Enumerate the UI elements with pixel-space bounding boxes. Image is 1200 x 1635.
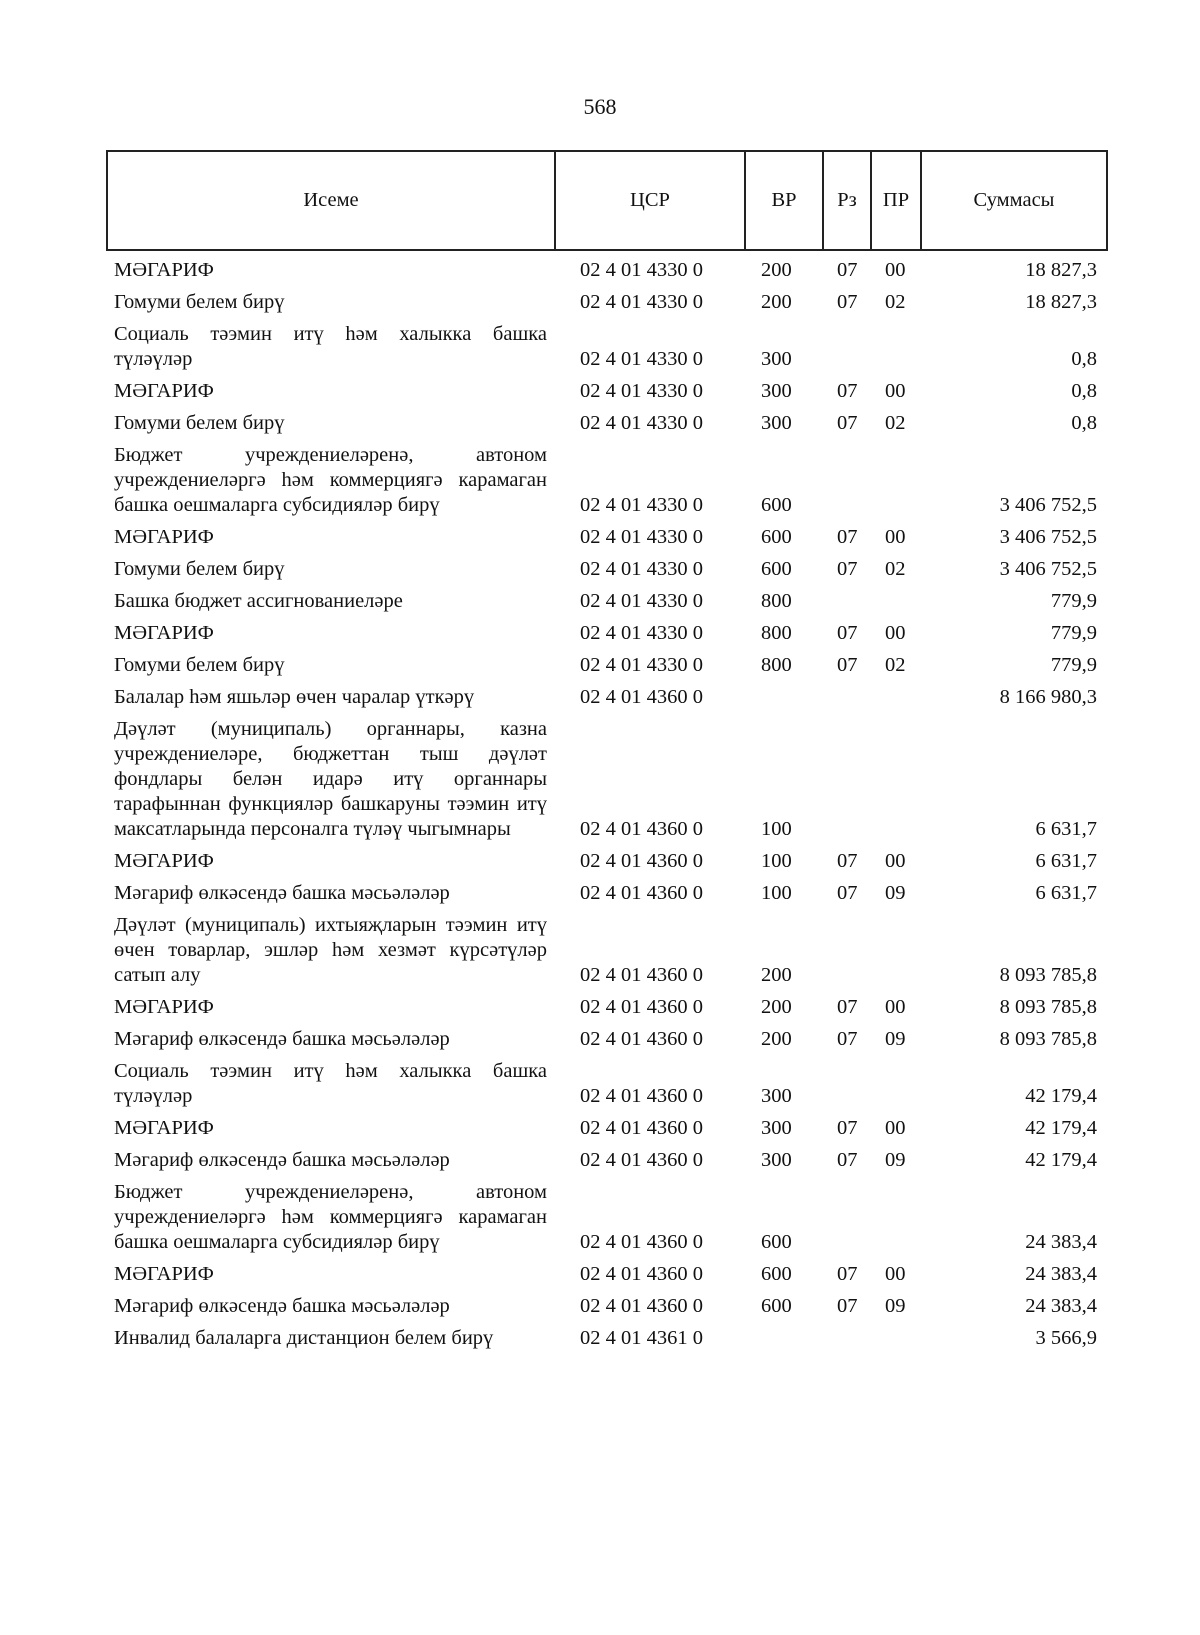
table-row — [107, 582, 1107, 614]
cell-csr: 02 4 01 4330 0 — [580, 291, 703, 313]
row-name-text: Бюджет учреждениеләренә, автоном учреждениеләргә һәм коммерциягә карамаган башка оешмаларга субсидияләр бирү — [114, 1181, 547, 1253]
cell-rz: 07 — [837, 291, 858, 313]
cell-csr: 02 4 01 4330 0 — [580, 494, 703, 516]
cell-pr — [871, 710, 921, 842]
cell-sum: 6 631,7 — [1035, 882, 1097, 904]
table-row — [107, 710, 1107, 842]
cell-vr: 100 — [761, 882, 792, 904]
cell-sum: 18 827,3 — [1025, 259, 1097, 281]
header-pr: ПР — [871, 151, 921, 250]
cell-sum: 3 406 752,5 — [999, 494, 1097, 516]
table-row — [107, 372, 1107, 404]
cell-pr: 00 — [885, 1263, 906, 1285]
header-row — [107, 151, 1107, 250]
cell-pr: 00 — [885, 526, 906, 548]
cell-vr: 300 — [761, 380, 792, 402]
cell-pr — [871, 1173, 921, 1255]
cell-name — [107, 842, 555, 874]
table-row — [107, 250, 1107, 283]
cell-sum: 779,9 — [1050, 654, 1097, 676]
budget-table-container — [106, 150, 1106, 1351]
cell-vr — [745, 1319, 823, 1351]
table-row — [107, 1141, 1107, 1173]
cell-sum: 779,9 — [1050, 622, 1097, 644]
cell-name — [107, 315, 555, 372]
table-row — [107, 1319, 1107, 1351]
cell-sum: 42 179,4 — [1025, 1149, 1097, 1171]
row-name-text: Дәүләт (муниципаль) ихтыяҗларын тәэмин итү өчен товарлар, эшләр һәм хезмәт күрсәтүләр сатып алу — [114, 914, 547, 986]
row-name-text: МӘГАРИФ — [114, 996, 214, 1018]
cell-sum: 8 093 785,8 — [999, 964, 1097, 986]
cell-rz: 07 — [837, 1117, 858, 1139]
cell-vr: 200 — [761, 1028, 792, 1050]
cell-rz — [823, 678, 871, 710]
row-name-text: Мәгариф өлкәсендә башка мәсьәләләр — [114, 1295, 450, 1317]
cell-csr: 02 4 01 4360 0 — [580, 1231, 703, 1253]
cell-vr: 300 — [761, 1149, 792, 1171]
header-sum: Суммасы — [921, 151, 1107, 250]
table-row — [107, 518, 1107, 550]
table-row — [107, 988, 1107, 1020]
table-row — [107, 678, 1107, 710]
header-rz: Рз — [823, 151, 871, 250]
cell-pr: 00 — [885, 996, 906, 1018]
cell-rz — [823, 1319, 871, 1351]
cell-sum: 0,8 — [1071, 412, 1097, 434]
header-vr: ВР — [745, 151, 823, 250]
cell-name — [107, 1020, 555, 1052]
row-name-text: МӘГАРИФ — [114, 622, 214, 644]
cell-rz — [823, 436, 871, 518]
cell-name — [107, 250, 555, 283]
cell-vr: 200 — [761, 996, 792, 1018]
cell-sum: 24 383,4 — [1025, 1231, 1097, 1253]
row-name-text: МӘГАРИФ — [114, 259, 214, 281]
cell-csr: 02 4 01 4360 0 — [580, 850, 703, 872]
cell-rz — [823, 1173, 871, 1255]
table-header — [107, 151, 1107, 250]
table-row — [107, 436, 1107, 518]
cell-pr — [871, 436, 921, 518]
cell-vr: 200 — [761, 291, 792, 313]
table-row — [107, 283, 1107, 315]
cell-csr: 02 4 01 4330 0 — [580, 558, 703, 580]
cell-rz — [823, 1052, 871, 1109]
cell-name — [107, 1141, 555, 1173]
row-name-text: Балалар һәм яшьләр өчен чаралар үткәрү — [114, 686, 475, 708]
table-row — [107, 1020, 1107, 1052]
cell-vr: 300 — [761, 412, 792, 434]
row-name-text: Мәгариф өлкәсендә башка мәсьәләләр — [114, 882, 450, 904]
cell-pr: 00 — [885, 622, 906, 644]
cell-vr: 800 — [761, 654, 792, 676]
cell-csr: 02 4 01 4330 0 — [580, 412, 703, 434]
row-name-text: Мәгариф өлкәсендә башка мәсьәләләр — [114, 1149, 450, 1171]
cell-csr: 02 4 01 4360 0 — [580, 1263, 703, 1285]
cell-csr: 02 4 01 4361 0 — [580, 1327, 703, 1349]
cell-csr: 02 4 01 4330 0 — [580, 380, 703, 402]
table-body — [107, 250, 1107, 1351]
cell-rz: 07 — [837, 412, 858, 434]
cell-sum: 8 166 980,3 — [999, 686, 1097, 708]
row-name-text: МӘГАРИФ — [114, 850, 214, 872]
cell-vr: 300 — [761, 1117, 792, 1139]
row-name-text: Гомуми белем бирү — [114, 412, 285, 434]
cell-pr: 00 — [885, 259, 906, 281]
header-csr: ЦСР — [555, 151, 745, 250]
cell-pr: 00 — [885, 1117, 906, 1139]
cell-vr: 600 — [761, 1231, 792, 1253]
cell-sum: 8 093 785,8 — [999, 996, 1097, 1018]
cell-name — [107, 1287, 555, 1319]
row-name-text: Гомуми белем бирү — [114, 654, 285, 676]
cell-pr: 02 — [885, 558, 906, 580]
cell-rz: 07 — [837, 622, 858, 644]
cell-pr — [871, 1319, 921, 1351]
row-name-text: Мәгариф өлкәсендә башка мәсьәләләр — [114, 1028, 450, 1050]
row-name-text: МӘГАРИФ — [114, 526, 214, 548]
cell-vr: 600 — [761, 494, 792, 516]
row-name-text: Гомуми белем бирү — [114, 291, 285, 313]
cell-csr: 02 4 01 4330 0 — [580, 590, 703, 612]
cell-name — [107, 1109, 555, 1141]
cell-sum: 6 631,7 — [1035, 850, 1097, 872]
cell-rz: 07 — [837, 1263, 858, 1285]
cell-pr — [871, 582, 921, 614]
cell-vr: 200 — [761, 964, 792, 986]
cell-sum: 42 179,4 — [1025, 1085, 1097, 1107]
cell-csr: 02 4 01 4360 0 — [580, 1028, 703, 1050]
table-row — [107, 874, 1107, 906]
cell-sum: 0,8 — [1071, 348, 1097, 370]
cell-csr: 02 4 01 4360 0 — [580, 1117, 703, 1139]
cell-name — [107, 710, 555, 842]
header-name: Исеме — [107, 151, 555, 250]
row-name-text: Социаль тәэмин итү һәм халыкка башка түләүләр — [114, 323, 547, 370]
row-name-text: МӘГАРИФ — [114, 1263, 214, 1285]
table-row — [107, 842, 1107, 874]
cell-name — [107, 404, 555, 436]
cell-csr: 02 4 01 4330 0 — [580, 259, 703, 281]
cell-pr: 00 — [885, 380, 906, 402]
table-row — [107, 614, 1107, 646]
cell-csr: 02 4 01 4330 0 — [580, 654, 703, 676]
cell-csr: 02 4 01 4360 0 — [580, 1149, 703, 1171]
cell-pr: 09 — [885, 1149, 906, 1171]
cell-sum: 18 827,3 — [1025, 291, 1097, 313]
cell-sum: 0,8 — [1071, 380, 1097, 402]
cell-rz: 07 — [837, 654, 858, 676]
cell-name — [107, 436, 555, 518]
cell-name — [107, 646, 555, 678]
cell-vr: 100 — [761, 850, 792, 872]
cell-pr: 09 — [885, 1028, 906, 1050]
cell-csr: 02 4 01 4360 0 — [580, 964, 703, 986]
cell-csr: 02 4 01 4330 0 — [580, 348, 703, 370]
cell-name — [107, 372, 555, 404]
cell-csr: 02 4 01 4360 0 — [580, 996, 703, 1018]
row-name-text: Башка бюджет ассигнованиеләре — [114, 590, 403, 612]
cell-name — [107, 1173, 555, 1255]
cell-rz: 07 — [837, 850, 858, 872]
cell-name — [107, 906, 555, 988]
cell-pr: 02 — [885, 654, 906, 676]
cell-vr — [745, 678, 823, 710]
cell-rz — [823, 315, 871, 372]
cell-csr: 02 4 01 4330 0 — [580, 526, 703, 548]
cell-pr: 09 — [885, 1295, 906, 1317]
row-name-text: Гомуми белем бирү — [114, 558, 285, 580]
row-name-text: Бюджет учреждениеләренә, автоном учреждениеләргә һәм коммерциягә карамаган башка оешмаларга субсидияләр бирү — [114, 444, 547, 516]
cell-rz: 07 — [837, 1295, 858, 1317]
cell-name — [107, 283, 555, 315]
cell-name — [107, 1319, 555, 1351]
cell-rz: 07 — [837, 526, 858, 548]
budget-table — [106, 150, 1108, 1351]
table-row — [107, 1255, 1107, 1287]
row-name-text: Социаль тәэмин итү һәм халыкка башка түләүләр — [114, 1060, 547, 1107]
cell-sum: 3 406 752,5 — [999, 558, 1097, 580]
cell-pr — [871, 1052, 921, 1109]
cell-name — [107, 518, 555, 550]
table-row — [107, 315, 1107, 372]
cell-rz — [823, 710, 871, 842]
cell-sum: 6 631,7 — [1035, 818, 1097, 840]
cell-csr: 02 4 01 4360 0 — [580, 1295, 703, 1317]
cell-csr: 02 4 01 4330 0 — [580, 622, 703, 644]
cell-vr: 800 — [761, 590, 792, 612]
cell-sum: 8 093 785,8 — [999, 1028, 1097, 1050]
cell-name — [107, 678, 555, 710]
cell-pr: 02 — [885, 412, 906, 434]
table-row — [107, 646, 1107, 678]
cell-name — [107, 874, 555, 906]
cell-rz — [823, 582, 871, 614]
cell-vr: 600 — [761, 558, 792, 580]
cell-rz: 07 — [837, 996, 858, 1018]
cell-vr: 600 — [761, 1263, 792, 1285]
cell-pr: 02 — [885, 291, 906, 313]
cell-vr: 600 — [761, 526, 792, 548]
cell-name — [107, 1052, 555, 1109]
cell-rz: 07 — [837, 380, 858, 402]
table-row — [107, 1052, 1107, 1109]
cell-sum: 24 383,4 — [1025, 1263, 1097, 1285]
page-number: 568 — [583, 94, 617, 119]
cell-pr — [871, 678, 921, 710]
cell-vr: 200 — [761, 259, 792, 281]
cell-sum: 3 566,9 — [1035, 1327, 1097, 1349]
cell-name — [107, 582, 555, 614]
cell-name — [107, 614, 555, 646]
cell-vr: 600 — [761, 1295, 792, 1317]
cell-rz: 07 — [837, 259, 858, 281]
cell-csr: 02 4 01 4360 0 — [580, 818, 703, 840]
cell-rz: 07 — [837, 1149, 858, 1171]
cell-rz — [823, 906, 871, 988]
table-row — [107, 550, 1107, 582]
cell-sum: 24 383,4 — [1025, 1295, 1097, 1317]
cell-sum: 3 406 752,5 — [999, 526, 1097, 548]
cell-pr: 09 — [885, 882, 906, 904]
cell-pr — [871, 906, 921, 988]
cell-vr: 800 — [761, 622, 792, 644]
cell-vr: 300 — [761, 1085, 792, 1107]
cell-rz: 07 — [837, 882, 858, 904]
table-row — [107, 906, 1107, 988]
cell-csr: 02 4 01 4360 0 — [580, 882, 703, 904]
cell-name — [107, 988, 555, 1020]
table-row — [107, 1109, 1107, 1141]
cell-rz: 07 — [837, 1028, 858, 1050]
row-name-text: МӘГАРИФ — [114, 1117, 214, 1139]
cell-csr: 02 4 01 4360 0 — [580, 686, 703, 708]
cell-vr: 100 — [761, 818, 792, 840]
cell-sum: 779,9 — [1050, 590, 1097, 612]
cell-pr — [871, 315, 921, 372]
row-name-text: МӘГАРИФ — [114, 380, 214, 402]
cell-vr: 300 — [761, 348, 792, 370]
cell-csr: 02 4 01 4360 0 — [580, 1085, 703, 1107]
cell-name — [107, 1255, 555, 1287]
cell-pr: 00 — [885, 850, 906, 872]
row-name-text: Инвалид балаларга дистанцион белем бирү — [114, 1327, 494, 1349]
cell-name — [107, 550, 555, 582]
table-row — [107, 1287, 1107, 1319]
row-name-text: Дәүләт (муниципаль) органнары, казна учреждениеләре, бюджеттан тыш дәүләт фондлары белән идарә итү органнары тарафыннан функцияләр башкаруны тәэмин итү максатларында персоналга түләү чыгымнары — [114, 718, 547, 840]
table-row — [107, 404, 1107, 436]
cell-sum: 42 179,4 — [1025, 1117, 1097, 1139]
table-row — [107, 1173, 1107, 1255]
cell-rz: 07 — [837, 558, 858, 580]
